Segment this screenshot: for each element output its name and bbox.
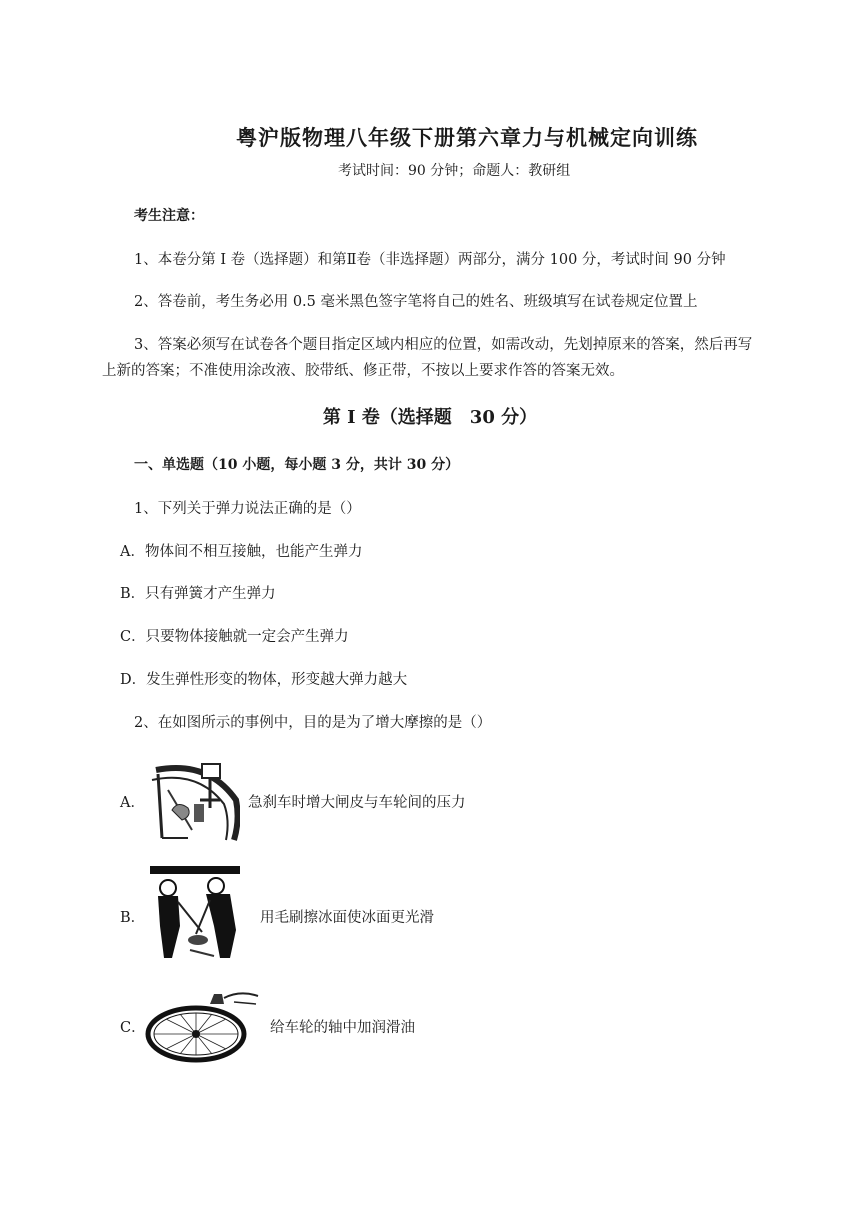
question-2-option-c-letter: C．: [120, 1020, 146, 1036]
exam-subtitle: 考试时间：90 分钟；命题人：教研组: [338, 163, 571, 179]
wheel-oiling-icon: [144, 990, 262, 1064]
exam-title: 粤沪版物理八年级下册第六章力与机械定向训练: [236, 125, 698, 150]
question-1-option-a: A．物体间不相互接触，也能产生弹力: [120, 544, 363, 560]
notice-item-3: 3、答案必须写在试卷各个题目指定区域内相应的位置，如需改动，先划掉原来的答案，然后再写: [134, 337, 753, 353]
question-1-option-b: B．只有弹簧才产生弹力: [120, 586, 276, 602]
notice-item-2: 2、答卷前，考生务必用 0.5 毫米黑色签字笔将自己的姓名、班级填写在试卷规定位置上: [134, 294, 698, 310]
question-2-option-a-letter: A．: [120, 795, 145, 811]
question-1-option-c: C．只要物体接触就一定会产生弹力: [120, 629, 349, 645]
question-1-stem: 1、下列关于弹力说法正确的是（）: [134, 501, 361, 517]
question-2-option-b-letter: B．: [120, 910, 146, 926]
part-heading: 一、单选题（10 小题，每小题 3 分，共计 30 分）: [134, 457, 460, 473]
curling-sweepers-icon: [150, 866, 240, 962]
question-2-option-c-text: 给车轮的轴中加润滑油: [270, 1020, 415, 1036]
question-1-option-d: D．发生弹性形变的物体，形变越大弹力越大: [120, 672, 408, 688]
notice-item-1: 1、本卷分第 I 卷（选择题）和第Ⅱ卷（非选择题）两部分，满分 100 分，考试时间 90 分钟: [134, 252, 726, 268]
question-2-option-b-text: 用毛刷擦冰面使冰面更光滑: [260, 910, 434, 926]
question-2-stem: 2、在如图所示的事例中，目的是为了增大摩擦的是（）: [134, 715, 492, 731]
bicycle-brake-icon: [148, 760, 240, 842]
question-2-option-a-text: 急刹车时增大闸皮与车轮间的压力: [248, 795, 466, 811]
notice-heading: 考生注意：: [134, 208, 204, 224]
section-title: 第 I 卷（选择题 30 分）: [322, 407, 538, 428]
notice-item-3-continued: 上新的答案；不准使用涂改液、胶带纸、修正带，不按以上要求作答的答案无效。: [102, 363, 624, 379]
